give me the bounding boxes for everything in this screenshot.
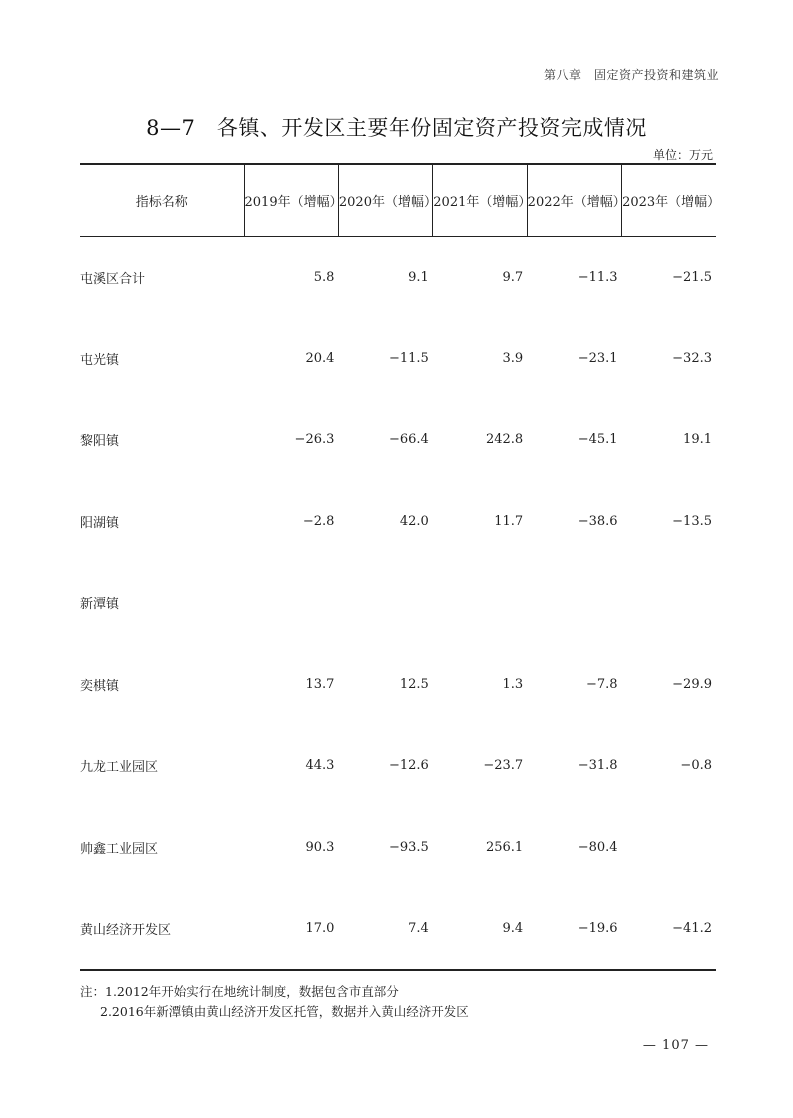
cell-2023: −41.2 bbox=[622, 888, 716, 970]
cell-2020: −66.4 bbox=[388, 432, 429, 448]
cell-2021: 1.3 bbox=[502, 676, 524, 692]
cell-2019: −26.3 bbox=[294, 432, 335, 448]
cell-2020: −93.5 bbox=[388, 839, 429, 855]
unit-label: 单位：万元 bbox=[652, 148, 713, 162]
cell-2023 bbox=[622, 807, 716, 889]
column-header-2019: 2019年（增幅） bbox=[244, 164, 338, 236]
cell-2022: −80.4 bbox=[577, 839, 618, 855]
cell-2021: 242.8 bbox=[485, 432, 524, 448]
row-name: 黎阳镇 bbox=[80, 434, 120, 450]
column-header-2023: 2023年（增幅） bbox=[622, 164, 716, 236]
investment-table-container bbox=[80, 163, 721, 971]
cell-2019: 13.7 bbox=[305, 676, 335, 692]
page-title: 8—7 各镇、开发区主要年份固定资产投资完成情况 bbox=[146, 116, 647, 140]
investment-table bbox=[80, 163, 721, 971]
table-notes bbox=[80, 982, 469, 1022]
table-row bbox=[80, 807, 716, 889]
cell-2019: −2.8 bbox=[302, 513, 335, 529]
cell-2021: 3.9 bbox=[502, 350, 524, 366]
table-row bbox=[80, 318, 716, 400]
cell-2022: −11.3 bbox=[577, 269, 618, 285]
cell-2019: 5.8 bbox=[313, 269, 335, 285]
column-header-2021: 2021年（增幅） bbox=[433, 164, 527, 236]
cell-2023: −29.9 bbox=[672, 676, 712, 692]
table-header-row bbox=[80, 164, 716, 236]
column-header-indicator: 指标名称 bbox=[80, 164, 244, 236]
cell-2022: −45.1 bbox=[577, 432, 618, 448]
row-name: 屯光镇 bbox=[80, 352, 120, 368]
table-row bbox=[80, 644, 716, 726]
table-row bbox=[80, 481, 716, 563]
cell-2021: 11.7 bbox=[494, 513, 524, 529]
cell-2019: 17.0 bbox=[244, 888, 338, 970]
row-name: 新潭镇 bbox=[80, 597, 120, 613]
cell-2020 bbox=[338, 562, 432, 644]
chapter-header: 第八章 固定资产投资和建筑业 bbox=[543, 68, 719, 82]
cell-2020: 12.5 bbox=[399, 676, 429, 692]
cell-2021: 9.4 bbox=[433, 888, 527, 970]
cell-2019 bbox=[244, 562, 338, 644]
column-header-2020: 2020年（增幅） bbox=[338, 164, 432, 236]
cell-2019: 20.4 bbox=[305, 350, 335, 366]
row-name: 黄山经济开发区 bbox=[80, 888, 244, 970]
page-number: — 107 — bbox=[642, 1038, 709, 1053]
column-header-2022: 2022年（增幅） bbox=[527, 164, 621, 236]
table-row bbox=[80, 562, 716, 644]
row-name: 九龙工业园区 bbox=[80, 760, 159, 776]
cell-2019: 44.3 bbox=[305, 758, 335, 774]
note-line-1: 注：1.2012年开始实行在地统计制度，数据包含市直部分 bbox=[80, 984, 399, 999]
cell-2023: 19.1 bbox=[683, 432, 712, 448]
cell-2021: −23.7 bbox=[483, 758, 524, 774]
cell-2020: −11.5 bbox=[388, 350, 429, 366]
note-line-2: 2.2016年新潭镇由黄山经济开发区托管，数据并入黄山经济开发区 bbox=[100, 1004, 469, 1019]
cell-2021 bbox=[433, 562, 527, 644]
row-name: 帅鑫工业园区 bbox=[80, 841, 159, 857]
cell-2023: −13.5 bbox=[672, 513, 712, 529]
cell-2020: −12.6 bbox=[388, 758, 429, 774]
row-name: 阳湖镇 bbox=[80, 515, 120, 531]
cell-2023: −21.5 bbox=[672, 269, 712, 285]
row-name: 屯溪区合计 bbox=[80, 271, 146, 287]
cell-2021: 9.7 bbox=[502, 269, 524, 285]
cell-2020: 9.1 bbox=[408, 269, 429, 285]
table-row bbox=[80, 888, 716, 970]
cell-2019: 90.3 bbox=[305, 839, 335, 855]
cell-2023: −0.8 bbox=[680, 758, 712, 774]
table-row bbox=[80, 399, 716, 481]
cell-2022 bbox=[527, 562, 621, 644]
cell-2020: 7.4 bbox=[338, 888, 432, 970]
cell-2020: 42.0 bbox=[399, 513, 429, 529]
row-name: 奕棋镇 bbox=[80, 678, 120, 694]
cell-2022: −31.8 bbox=[577, 758, 618, 774]
cell-2021: 256.1 bbox=[485, 839, 524, 855]
cell-2022: −38.6 bbox=[577, 513, 618, 529]
table-row bbox=[80, 725, 716, 807]
cell-2022: −19.6 bbox=[527, 888, 621, 970]
cell-2023 bbox=[622, 562, 716, 644]
cell-2023: −32.3 bbox=[672, 350, 712, 366]
cell-2022: −23.1 bbox=[577, 350, 618, 366]
cell-2022: −7.8 bbox=[585, 676, 618, 692]
table-row bbox=[80, 236, 716, 318]
